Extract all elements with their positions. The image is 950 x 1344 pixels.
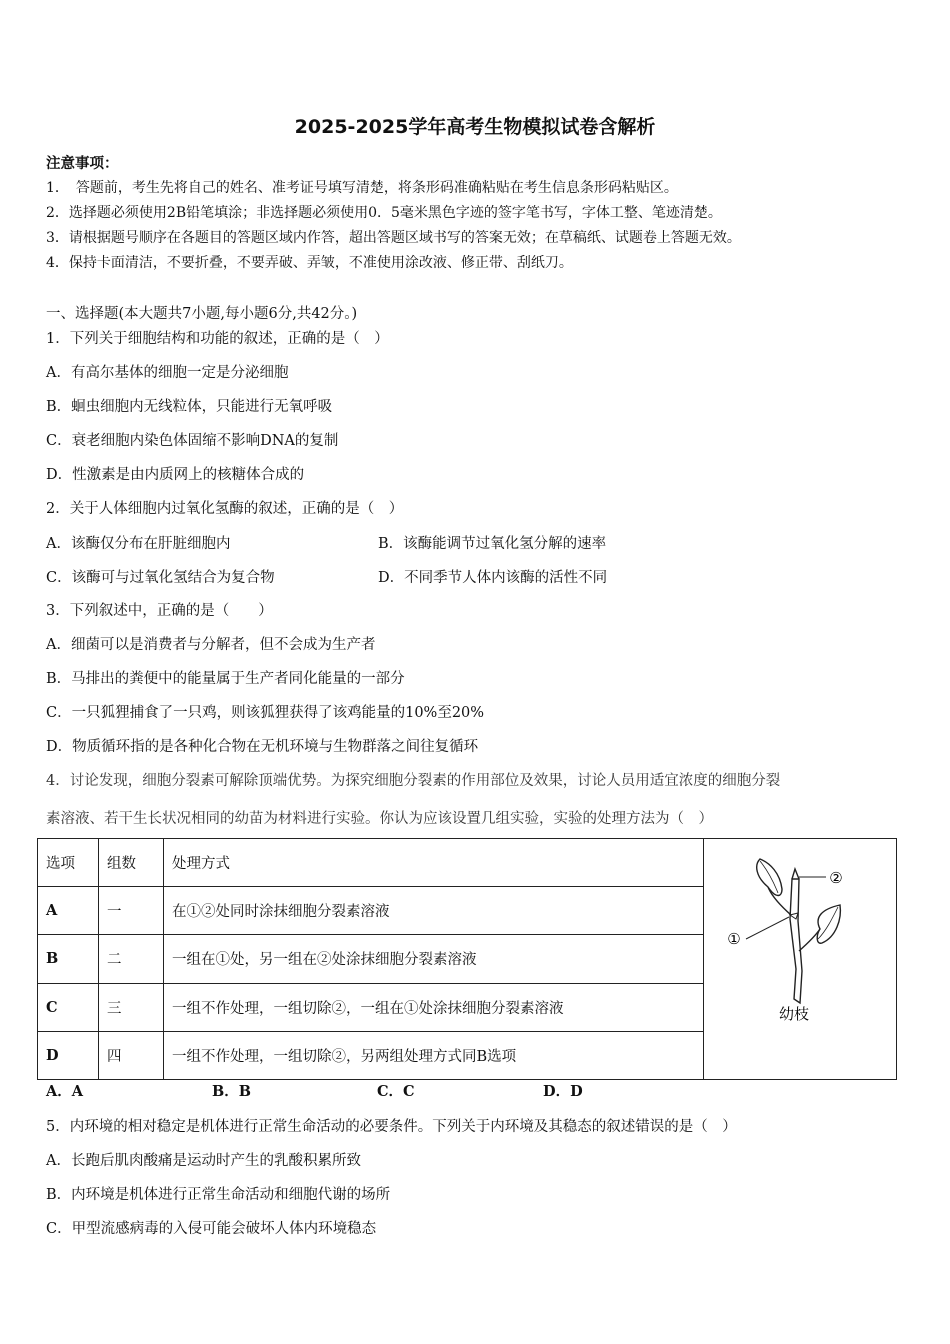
notice-item: 2．选择题必须使用2B铅笔填涂；非选择题必须使用0．5毫米黑色字迹的签字笔书写，字体工整、笔迹清楚。 <box>46 205 722 221</box>
figure-caption: 幼枝 <box>778 1005 810 1023</box>
q4-answer-c: C．C <box>377 1083 415 1100</box>
q3-option-d: D．物质循环指的是各种化合物在无机环境与生物群落之间往复循环 <box>46 739 479 755</box>
section-heading: 一、选择题(本大题共7小题,每小题6分,共42分。) <box>46 306 358 322</box>
table-cell: 一组在①处，另一组在②处涂抹细胞分裂素溶液 <box>164 935 704 983</box>
q5-option-b: B．内环境是机体进行正常生命活动和细胞代谢的场所 <box>46 1187 391 1203</box>
q4-answer-b: B．B <box>212 1083 252 1100</box>
figure-label-1: ① <box>727 930 741 948</box>
q5-option-a: A．长跑后肌肉酸痛是运动时产生的乳酸积累所致 <box>46 1153 361 1169</box>
notice-heading: 注意事项： <box>46 155 119 172</box>
table-cell: 一 <box>99 887 164 935</box>
table-cell: 二 <box>99 935 164 983</box>
table-cell: 四 <box>99 1031 164 1079</box>
q4-answer-d: D．D <box>543 1083 583 1100</box>
table-header-cell: 选项 <box>38 839 99 887</box>
q1-option-b: B．蛔虫细胞内无线粒体，只能进行无氧呼吸 <box>46 399 333 415</box>
q2-stem: 2．关于人体细胞内过氧化氢酶的叙述，正确的是（ ） <box>46 501 404 517</box>
table-cell: 在①②处同时涂抹细胞分裂素溶液 <box>164 887 704 935</box>
notice-item: 3．请根据题号顺序在各题目的答题区域内作答，超出答题区域书写的答案无效；在草稿纸、试题卷上答题无效。 <box>46 230 741 246</box>
q2-option-d: D．不同季节人体内该酶的活性不同 <box>378 570 608 586</box>
q1-option-d: D．性激素是由内质网上的核糖体合成的 <box>46 467 305 483</box>
q5-stem: 5．内环境的相对稳定是机体进行正常生命活动的必要条件。下列关于内环境及其稳态的叙述错误的是（ ） <box>46 1119 737 1135</box>
table-cell: B <box>38 935 99 983</box>
figure-cell <box>704 839 897 1080</box>
q4-answer-a: A．A <box>46 1083 84 1100</box>
q2-option-b: B．该酶能调节过氧化氢分解的速率 <box>378 536 607 552</box>
q1-option-c: C．衰老细胞内染色体固缩不影响DNA的复制 <box>46 433 339 449</box>
q1-option-a: A．有高尔基体的细胞一定是分泌细胞 <box>46 365 289 381</box>
q4-stem-line1: 4．讨论发现，细胞分裂素可解除顶端优势。为探究细胞分裂素的作用部位及效果，讨论人员用适宜浓度的细胞分裂 <box>46 773 781 789</box>
q1-stem: 1．下列关于细胞结构和功能的叙述，正确的是（ ） <box>46 331 389 347</box>
table-header-cell: 处理方式 <box>164 839 704 887</box>
q4-table <box>37 838 897 1080</box>
q3-option-b: B．马排出的粪便中的能量属于生产者同化能量的一部分 <box>46 671 405 687</box>
seedling-figure <box>704 839 896 1075</box>
q5-option-c: C．甲型流感病毒的入侵可能会破坏人体内环境稳态 <box>46 1221 377 1237</box>
notice-item: 1． 答题前，考生先将自己的姓名、准考证号填写清楚，将条形码准确粘贴在考生信息条形码粘贴区。 <box>46 180 678 196</box>
q3-option-c: C．一只狐狸捕食了一只鸡，则该狐狸获得了该鸡能量的10%至20% <box>46 705 485 721</box>
table-cell: D <box>38 1031 99 1079</box>
q3-stem: 3．下列叙述中，正确的是（ ） <box>46 603 273 619</box>
table-cell: A <box>38 887 99 935</box>
figure-label-2: ② <box>829 869 843 887</box>
table-header-row <box>38 839 897 887</box>
table-header-cell: 组数 <box>99 839 164 887</box>
table-cell: 一组不作处理，一组切除②，一组在①处涂抹细胞分裂素溶液 <box>164 983 704 1031</box>
q2-option-a: A．该酶仅分布在肝脏细胞内 <box>46 536 231 552</box>
table-cell: 一组不作处理，一组切除②，另两组处理方式同B选项 <box>164 1031 704 1079</box>
table-cell: C <box>38 983 99 1031</box>
table-cell: 三 <box>99 983 164 1031</box>
q3-option-a: A．细菌可以是消费者与分解者，但不会成为生产者 <box>46 637 376 653</box>
notice-item: 4．保持卡面清洁，不要折叠，不要弄破、弄皱，不准使用涂改液、修正带、刮纸刀。 <box>46 255 573 271</box>
page-title: 2025-2025学年高考生物模拟试卷含解析 <box>294 116 656 138</box>
q4-stem-line2: 素溶液、若干生长状况相同的幼苗为材料进行实验。你认为应该设置几组实验，实验的处理方法为（ ） <box>46 811 713 827</box>
q2-option-c: C．该酶可与过氧化氢结合为复合物 <box>46 570 275 586</box>
